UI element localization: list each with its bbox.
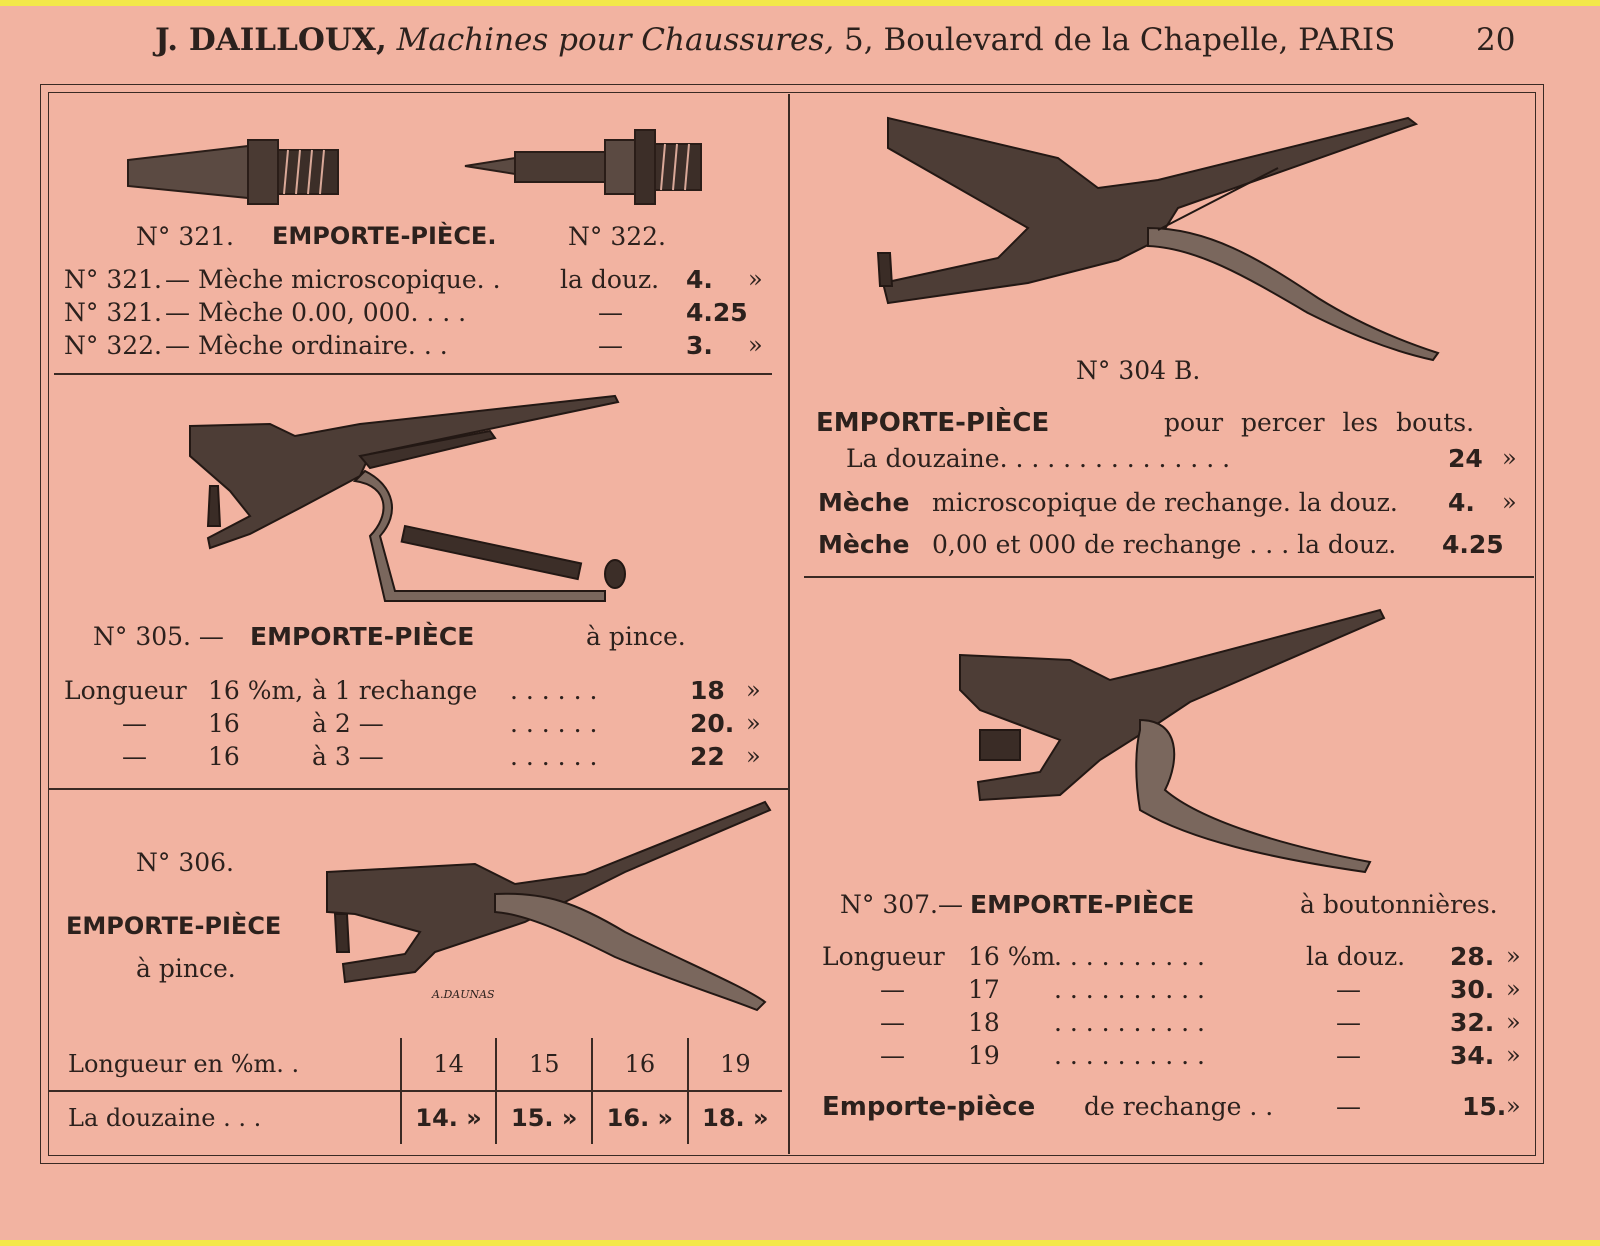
table-row-lengths	[48, 1038, 782, 1091]
price: 15.	[1462, 1092, 1507, 1121]
pliers-304b-illustration	[878, 118, 1448, 363]
caption-307-rest: à boutonnières.	[1300, 890, 1498, 919]
table-cell-price: 14. »	[401, 1091, 497, 1144]
pliers-307-illustration	[960, 610, 1390, 880]
company-address: 5, Boulevard de la Chapelle, PARIS	[844, 22, 1396, 58]
price: 4.	[1448, 488, 1475, 517]
punch-bit-322-illustration	[465, 128, 705, 208]
caption-307-title: EMPORTE-PIÈCE	[970, 890, 1195, 919]
title-304b: EMPORTE-PIÈCE	[816, 408, 1050, 438]
pliers-305-illustration	[190, 396, 640, 621]
table-cell-price: 16. »	[592, 1091, 688, 1144]
page-number: 20	[1476, 22, 1516, 58]
top-edge-strip	[0, 0, 1600, 6]
price: 4.25	[1442, 530, 1504, 559]
table-row-prices	[48, 1091, 782, 1144]
divider-321-305	[54, 373, 772, 375]
price: 20.	[690, 709, 735, 738]
divider-305-306	[48, 788, 788, 790]
table-cell-length: 16	[592, 1038, 688, 1091]
caption-304b: N° 304 B.	[1076, 356, 1201, 385]
caption-307-num: N° 307.—	[840, 890, 963, 919]
caption-305-num: N° 305. —	[93, 622, 224, 651]
company-name: J. DAILLOUX,	[155, 22, 387, 58]
price: 32.	[1450, 1008, 1495, 1037]
price: 28.	[1450, 942, 1495, 971]
caption-306-rest: à pince.	[136, 954, 236, 983]
caption-306-title: EMPORTE-PIÈCE	[66, 912, 282, 940]
table-cell-length: 19	[688, 1038, 782, 1091]
divider-304-307	[804, 576, 1534, 578]
caption-305-rest: à pince.	[586, 622, 686, 651]
engraver-signature: A.DAUNAS	[432, 988, 495, 1001]
caption-321-322-title: EMPORTE-PIÈCE.	[272, 222, 497, 250]
page-header	[0, 22, 1600, 68]
table-cell-length: 15	[496, 1038, 592, 1091]
punch-bit-321-illustration	[128, 138, 348, 208]
price: 24	[1448, 444, 1483, 473]
header-line	[155, 22, 1395, 58]
price: 4.	[686, 265, 713, 294]
company-tagline: Machines pour Chaussures,	[396, 22, 835, 58]
price: 3.	[686, 331, 713, 360]
table-label-prices: La douzaine . . .	[68, 1104, 262, 1132]
price: 34.	[1450, 1041, 1495, 1070]
caption-305-title: EMPORTE-PIÈCE	[250, 622, 475, 651]
price: 18	[690, 676, 725, 705]
table-306-prices	[48, 1038, 782, 1144]
caption-322: N° 322.	[568, 222, 666, 251]
table-cell-price: 15. »	[496, 1091, 592, 1144]
bottom-edge-strip	[0, 1240, 1600, 1246]
caption-321: N° 321.	[136, 222, 234, 251]
price: 30.	[1450, 975, 1495, 1004]
price: 4.25	[686, 298, 748, 327]
table-cell-length: 14	[401, 1038, 497, 1091]
pliers-306-illustration	[325, 802, 775, 1027]
caption-306-num: N° 306.	[136, 848, 234, 877]
table-label-lengths: Longueur en %m. .	[48, 1038, 401, 1091]
title-304b-rest: pour percer les bouts.	[1164, 408, 1475, 437]
table-cell-price: 18. »	[688, 1091, 782, 1144]
price: 22	[690, 742, 725, 771]
column-divider	[788, 94, 790, 1154]
